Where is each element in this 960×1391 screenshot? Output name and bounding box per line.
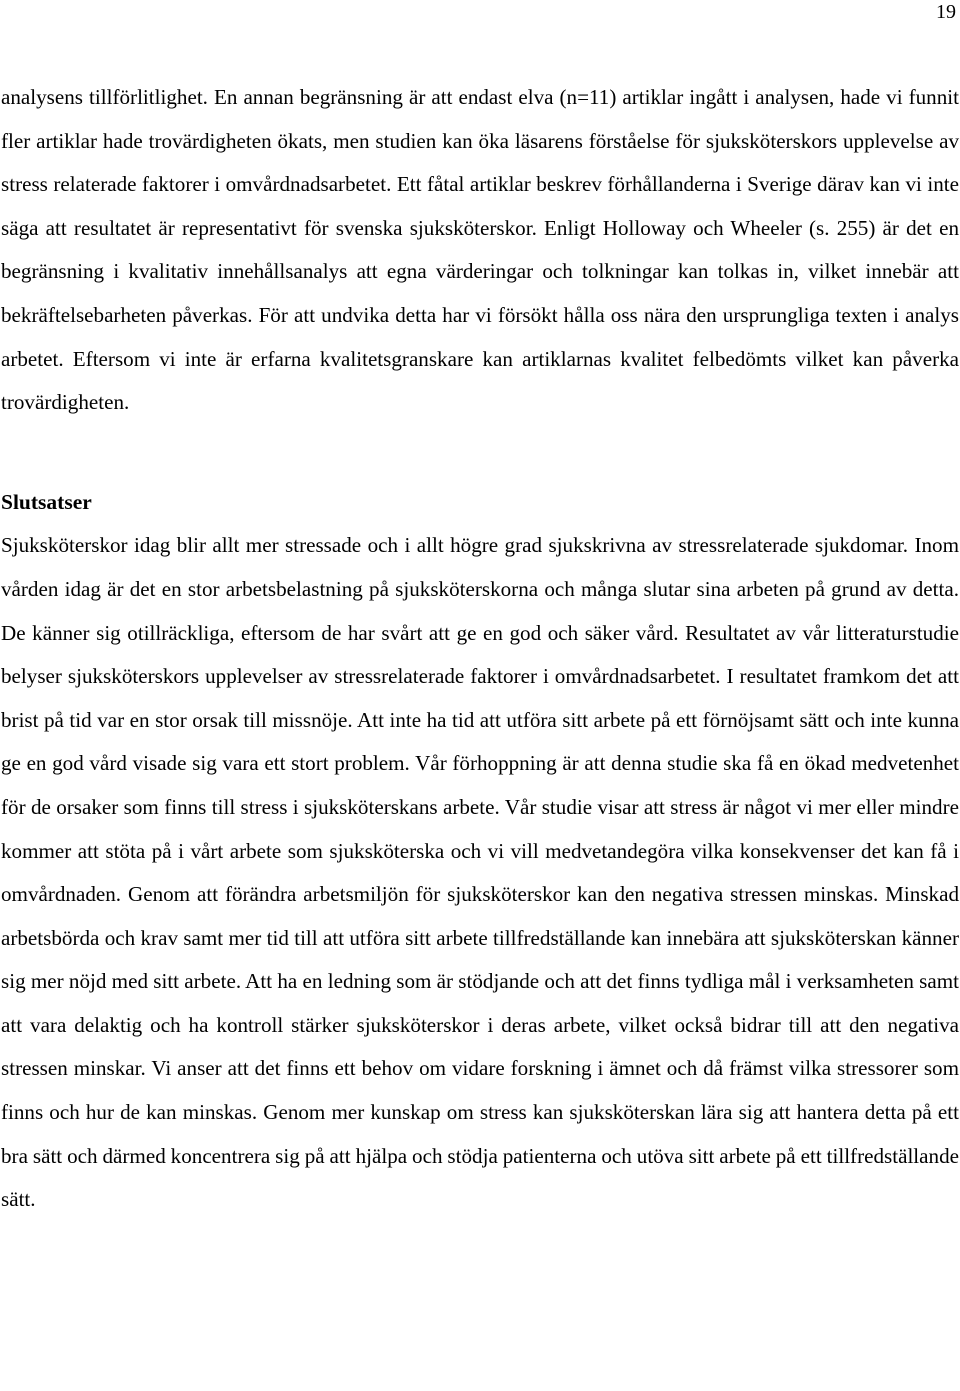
paragraph-conclusions: Sjuksköterskor idag blir allt mer stressade och i allt högre grad sjukskrivna av stressrelaterade sjukdomar. Inom vården idag är det en stor arbetsbelastning på sjuksköterskorna och många slutar sina arbeten på grund av detta. De känner sig otillräckliga, eftersom de har svårt att ge en god och säker vård. Resultatet av vår litteraturstudie belyser sjuksköterskors upplevelser av stressrelaterade faktorer i omvårdnadsarbetet. I resultatet framkom det att brist på tid var en stor orsak till missnöje. Att inte ha tid att utföra sitt arbete på ett förnöjsamt sätt och inte kunna ge en god vård visade sig vara ett stort problem. Vår förhoppning är att denna studie ska få en ökad medvetenhet för de orsaker som finns till stress i sjuksköterskans arbete. Vår studie visar att stress är något vi mer eller mindre kommer att stöta på i vårt arbete som sjuksköterska och vi vill medvetandegöra vilka konsekvenser det kan få i omvårdnaden. Genom att förändra arbetsmiljön för sjuksköterskor kan den negativa stressen minskas. Minskad arbetsbörda och krav samt mer tid till att utföra sitt arbete tillfredställande kan innebära att sjuksköterskan känner sig mer nöjd med sitt arbete. Att ha en ledning som är stödjande och att det finns tydliga mål i verksamheten samt att vara delaktig och ha kontroll stärker sjuksköterskor i deras arbete, vilket också bidrar till att den negativa stressen minskar. Vi anser att det finns ett behov om vidare forskning i ämnet och då främst vilka stressorer som finns och hur de kan minskas. Genom mer kunskap om stress kan sjuksköterskan lära sig att hantera detta på ett bra sätt och därmed koncentrera sig på att hjälpa och stödja patienterna och utöva sitt arbete på ett tillfredställande sätt. <box>1 533 959 1212</box>
document-body <box>1 76 959 1222</box>
page-number: 19 <box>936 1 956 23</box>
section-heading-slutsatser: Slutsatser <box>1 489 92 514</box>
paragraph-limitations: analysens tillförlitlighet. En annan begränsning är att endast elva (n=11) artiklar ingått i analysen, hade vi funnit fler artiklar hade trovärdigheten ökats, men studien kan öka läsarens förståelse för sjuksköterskors upplevelse av stress relaterade faktorer i omvårdnadsarbetet. Ett fåtal artiklar beskrev förhållanderna i Sverige därav kan vi inte säga att resultatet är representativt för svenska sjuksköterskor. Enligt Holloway och Wheeler (s. 255) är det en begränsning i kvalitativ innehållsanalys att egna värderingar och tolkningar kan tolkas in, vilket innebär att bekräftelsebarheten påverkas. För att undvika detta har vi försökt hålla oss nära den ursprungliga texten i analys arbetet. Eftersom vi inte är erfarna kvalitetsgranskare kan artiklarnas kvalitet felbedömts vilket kan påverka trovärdigheten. <box>1 85 959 415</box>
